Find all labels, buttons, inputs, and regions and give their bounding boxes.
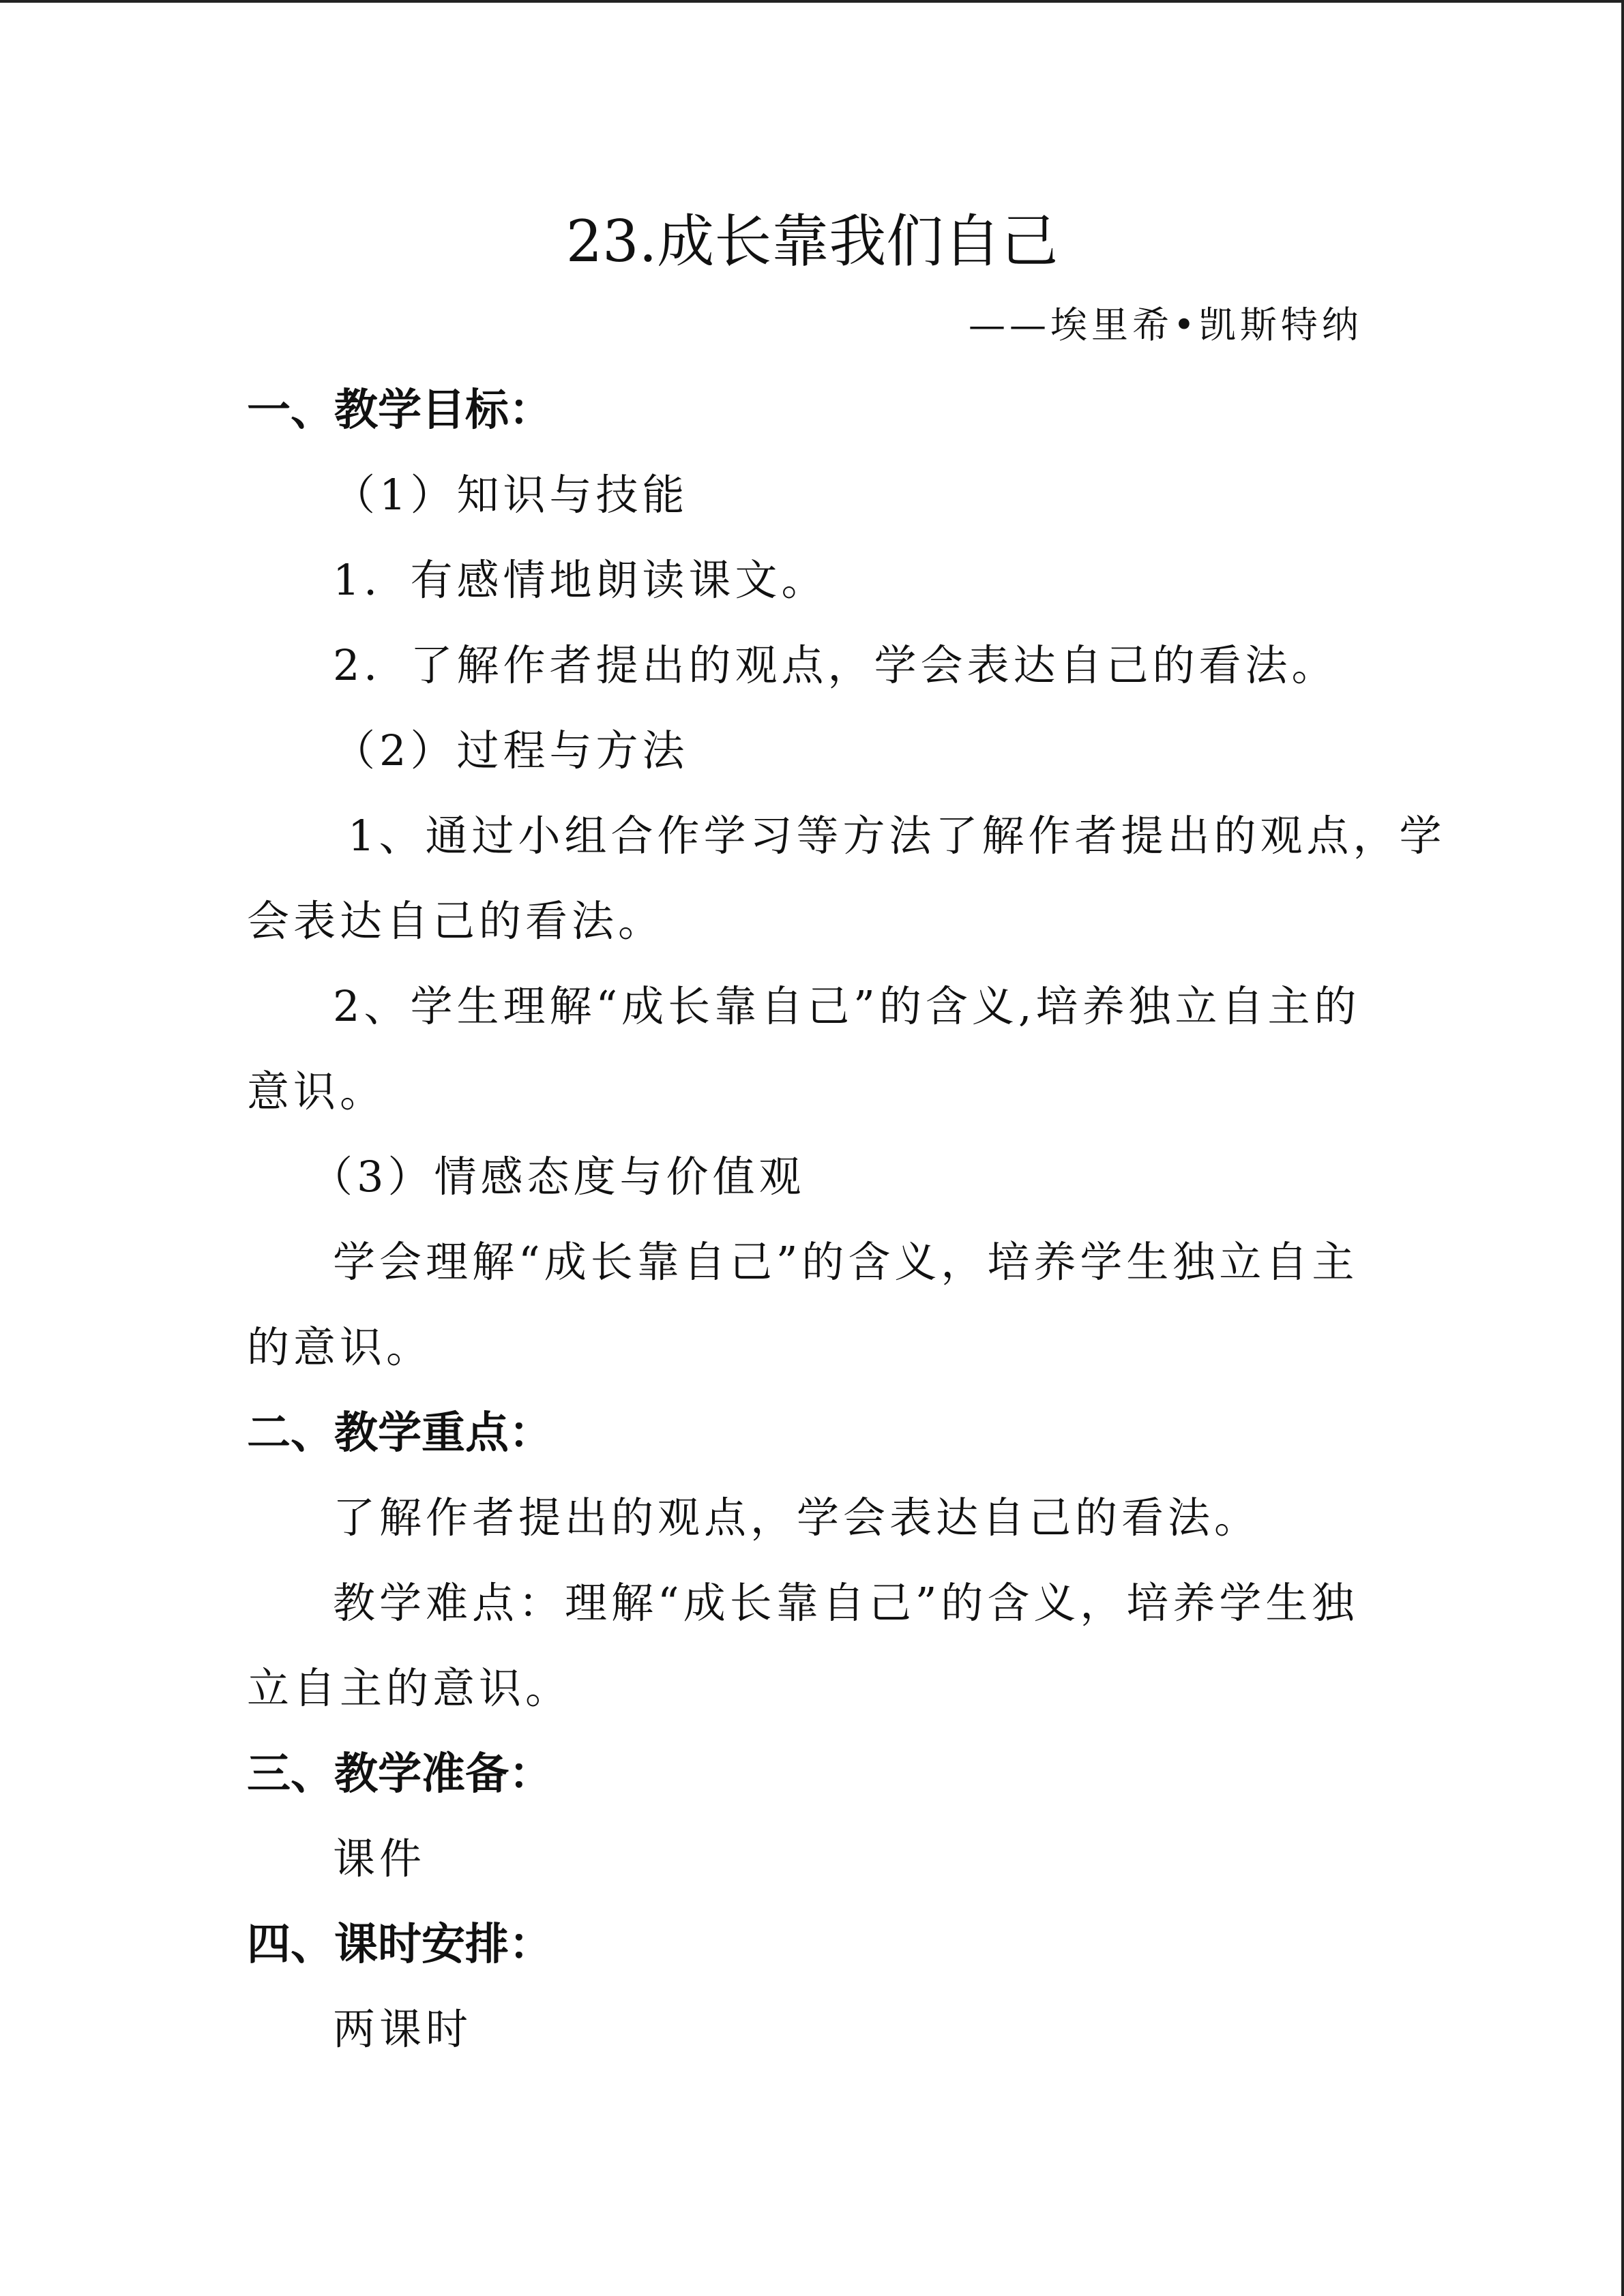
section-heading-goals: 一、教学目标： [247,385,552,436]
difficulty-line-1: 教学难点：理解“成长靠自己”的含义，培养学生独 [333,1578,1359,1628]
page-border-right [1621,0,1624,2296]
preparation-content: 课件 [333,1834,426,1883]
emotion-line-2: 的意识。 [247,1322,433,1372]
process-item-2-line-2: 意识。 [247,1067,387,1116]
author-line: ——埃里希•凯斯特纳 [969,303,1363,346]
emotion-line-1: 学会理解“成长靠自己”的含义，培养学生独立自主 [333,1237,1359,1287]
document-title: 23.成长靠我们自己 [565,208,1059,275]
subheading-knowledge: （1）知识与技能 [333,470,689,520]
subheading-emotion: （3）情感态度与价值观 [310,1152,806,1202]
section-heading-preparation: 三、教学准备： [247,1749,552,1800]
process-item-1-line-1: 1、通过小组合作学习等方法了解作者提出的观点，学 [348,811,1446,861]
difficulty-line-2: 立自主的意识。 [247,1663,572,1713]
knowledge-item-1: 1．有感情地朗读课文。 [333,555,828,605]
section-heading-focus: 二、教学重点： [247,1408,552,1459]
key-point-text: 了解作者提出的观点，学会表达自己的看法。 [333,1493,1261,1542]
section-heading-schedule: 四、课时安排： [247,1920,552,1970]
knowledge-item-2: 2．了解作者提出的观点，学会表达自己的看法。 [333,640,1338,690]
subheading-process: （2）过程与方法 [333,726,689,775]
page-border-top [0,0,1624,3]
process-item-2-line-1: 2、学生理解“成长靠自己”的含义,培养独立自主的 [333,981,1361,1031]
schedule-content: 两课时 [333,2004,473,2054]
process-item-1-line-2: 会表达自己的看法。 [247,896,665,946]
